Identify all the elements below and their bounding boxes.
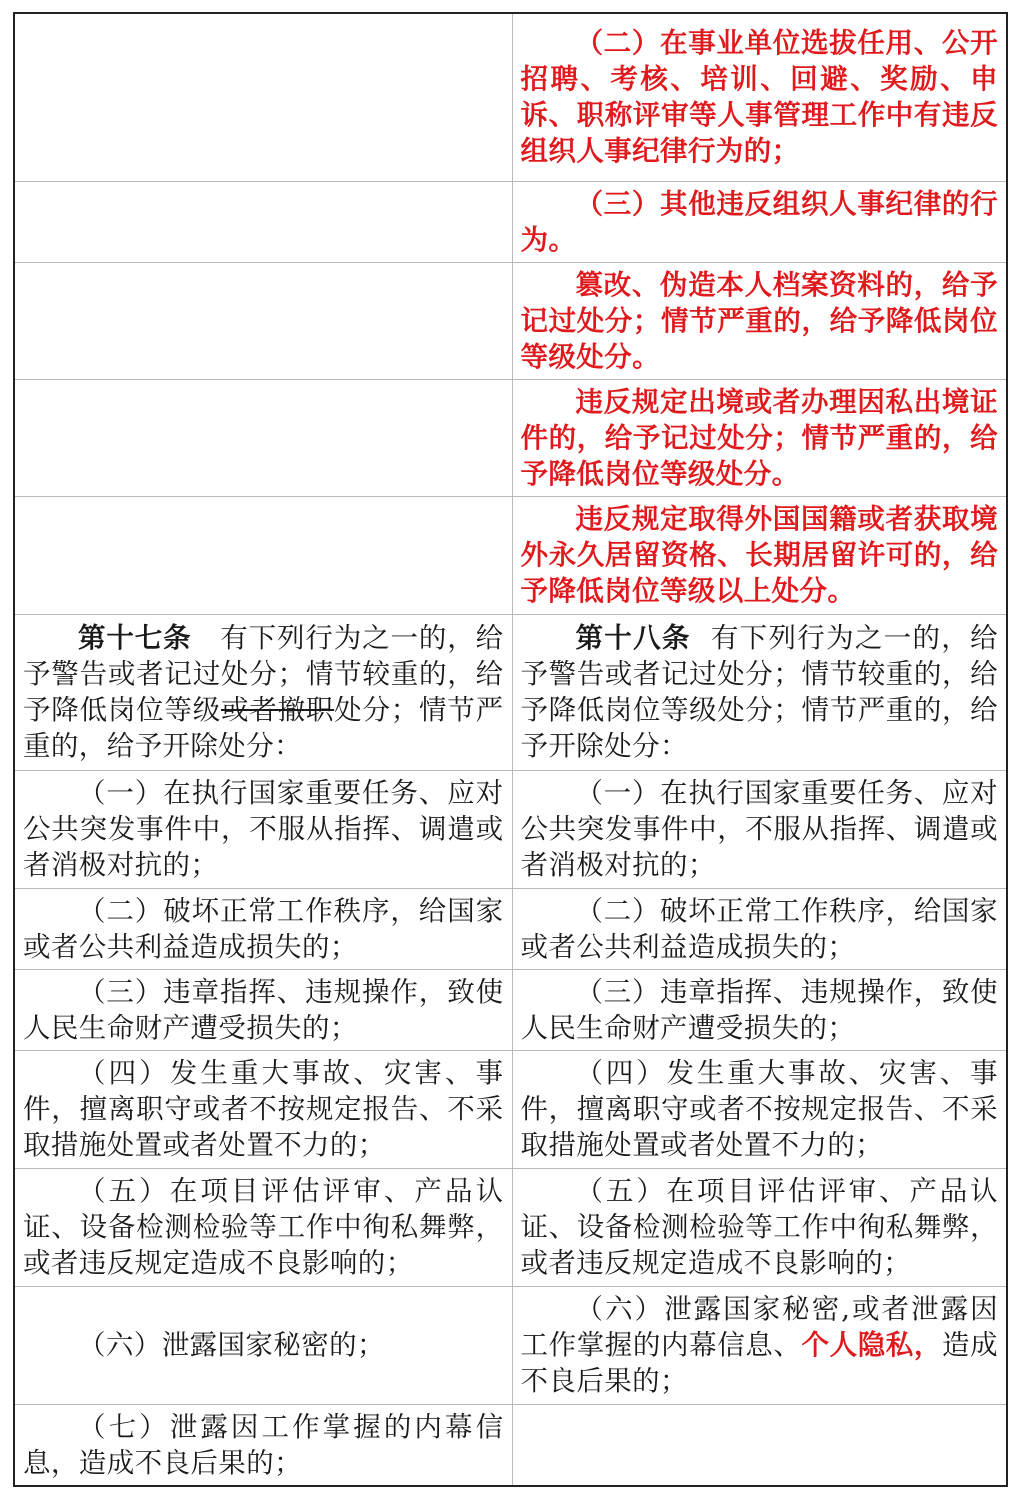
new-clause-text: （三）其他违反组织人事纪律的行为。 bbox=[520, 187, 998, 256]
old-cell bbox=[14, 770, 512, 888]
new-cell bbox=[512, 1168, 1007, 1286]
table-row bbox=[14, 888, 1007, 969]
old-clause-text: （一）在执行国家重要任务、应对公共突发事件中，不服从指挥、调遣或者消极对抗的； bbox=[23, 777, 504, 881]
new-clause-text-tail: 造成不良后果的； bbox=[520, 1329, 998, 1397]
old-cell bbox=[14, 379, 512, 496]
table-row bbox=[14, 969, 1007, 1050]
old-article-paragraph bbox=[23, 620, 504, 764]
new-cell bbox=[512, 496, 1007, 614]
old-cell bbox=[14, 496, 512, 614]
new-cell bbox=[512, 770, 1007, 888]
table-row bbox=[14, 1404, 1007, 1486]
old-cell bbox=[14, 614, 512, 770]
old-cell bbox=[14, 1168, 512, 1286]
old-cell bbox=[14, 262, 512, 379]
old-cell bbox=[14, 1404, 512, 1486]
old-cell bbox=[14, 969, 512, 1050]
old-cell bbox=[14, 1286, 512, 1404]
new-clause-text: （六）泄露国家秘密,或者泄露因工作掌握的内幕信息、 bbox=[520, 1293, 998, 1361]
new-cell bbox=[512, 969, 1007, 1050]
old-clause-text: （四）发生重大事故、灾害、事件，擅离职守或者不按规定报告、不采取措施处置或者处置不力的； bbox=[23, 1057, 504, 1161]
new-article-text: 有下列行为之一的，给予警告或者记过处分；情节较重的，给予降低岗位等级处分；情节严重的，给予开除处分： bbox=[520, 622, 998, 762]
table-row bbox=[14, 1050, 1007, 1168]
deleted-text: 或者撤职 bbox=[221, 694, 335, 726]
new-clause-text: （二）破坏正常工作秩序，给国家或者公共利益造成损失的； bbox=[520, 894, 998, 963]
old-cell bbox=[14, 181, 512, 262]
new-clause-text: （三）违章指挥、违规操作，致使人民生命财产遭受损失的； bbox=[520, 975, 998, 1044]
old-cell bbox=[14, 888, 512, 969]
old-article-text-tail: 处分；情节严重的，给予开除处分： bbox=[23, 694, 504, 762]
new-clause-text: （四）发生重大事故、灾害、事件，擅离职守或者不按规定报告、不采取措施处置或者处置不力的； bbox=[520, 1057, 998, 1161]
new-clause-text: 篡改、伪造本人档案资料的，给予记过处分；情节严重的，给予降低岗位等级处分。 bbox=[520, 268, 998, 373]
new-cell bbox=[512, 13, 1007, 181]
new-clause-text: （一）在执行国家重要任务、应对公共突发事件中，不服从指挥、调遣或者消极对抗的； bbox=[520, 777, 998, 881]
new-cell bbox=[512, 181, 1007, 262]
new-clause-text: 违反规定出境或者办理因私出境证件的，给予记过处分；情节严重的，给予降低岗位等级处分。 bbox=[520, 385, 998, 490]
table-row bbox=[14, 1286, 1007, 1404]
new-clause-text: （五）在项目评估评审、产品认证、设备检测检验等工作中徇私舞弊，或者违反规定造成不良影响的； bbox=[520, 1175, 998, 1279]
old-clause-text: （二）破坏正常工作秩序，给国家或者公共利益造成损失的； bbox=[23, 894, 504, 963]
new-clause-paragraph bbox=[521, 1291, 999, 1399]
table-row bbox=[14, 13, 1007, 181]
table-row bbox=[14, 181, 1007, 262]
comparison-table bbox=[13, 12, 1008, 1487]
new-cell bbox=[512, 1286, 1007, 1404]
table-row bbox=[14, 496, 1007, 614]
old-clause-text: （五）在项目评估评审、产品认证、设备检测检验等工作中徇私舞弊，或者违反规定造成不良影响的； bbox=[23, 1175, 504, 1279]
table-row bbox=[14, 1168, 1007, 1286]
table-row bbox=[14, 770, 1007, 888]
new-cell bbox=[512, 888, 1007, 969]
old-clause-text: （三）违章指挥、违规操作，致使人民生命财产遭受损失的； bbox=[23, 975, 504, 1044]
new-cell bbox=[512, 614, 1007, 770]
new-cell bbox=[512, 379, 1007, 496]
new-clause-text: 违反规定取得外国国籍或者获取境外永久居留资格、长期居留许可的，给予降低岗位等级以上处分。 bbox=[520, 503, 998, 607]
old-clause-text: （七）泄露因工作掌握的内幕信息，造成不良后果的； bbox=[23, 1410, 504, 1479]
added-text: 个人隐私， bbox=[801, 1329, 942, 1361]
new-cell bbox=[512, 1404, 1007, 1486]
new-article-number: 第十八条 bbox=[575, 622, 691, 654]
old-article-number: 第十七条 bbox=[78, 622, 192, 654]
old-cell bbox=[14, 13, 512, 181]
table-row bbox=[14, 379, 1007, 496]
new-cell bbox=[512, 1050, 1007, 1168]
new-article-paragraph bbox=[521, 620, 999, 764]
table-row bbox=[14, 614, 1007, 770]
old-article-text: 有下列行为之一的，给予警告或者记过处分；情节较重的，给予降低岗位等级 bbox=[23, 622, 504, 726]
old-cell bbox=[14, 1050, 512, 1168]
new-clause-text: （二）在事业单位选拔任用、公开招聘、考核、培训、回避、奖励、申诉、职称评审等人事管理工作中有违反组织人事纪律行为的； bbox=[520, 27, 998, 168]
table-row bbox=[14, 262, 1007, 379]
old-clause-text: （六）泄露国家秘密的； bbox=[78, 1329, 385, 1361]
new-cell bbox=[512, 262, 1007, 379]
